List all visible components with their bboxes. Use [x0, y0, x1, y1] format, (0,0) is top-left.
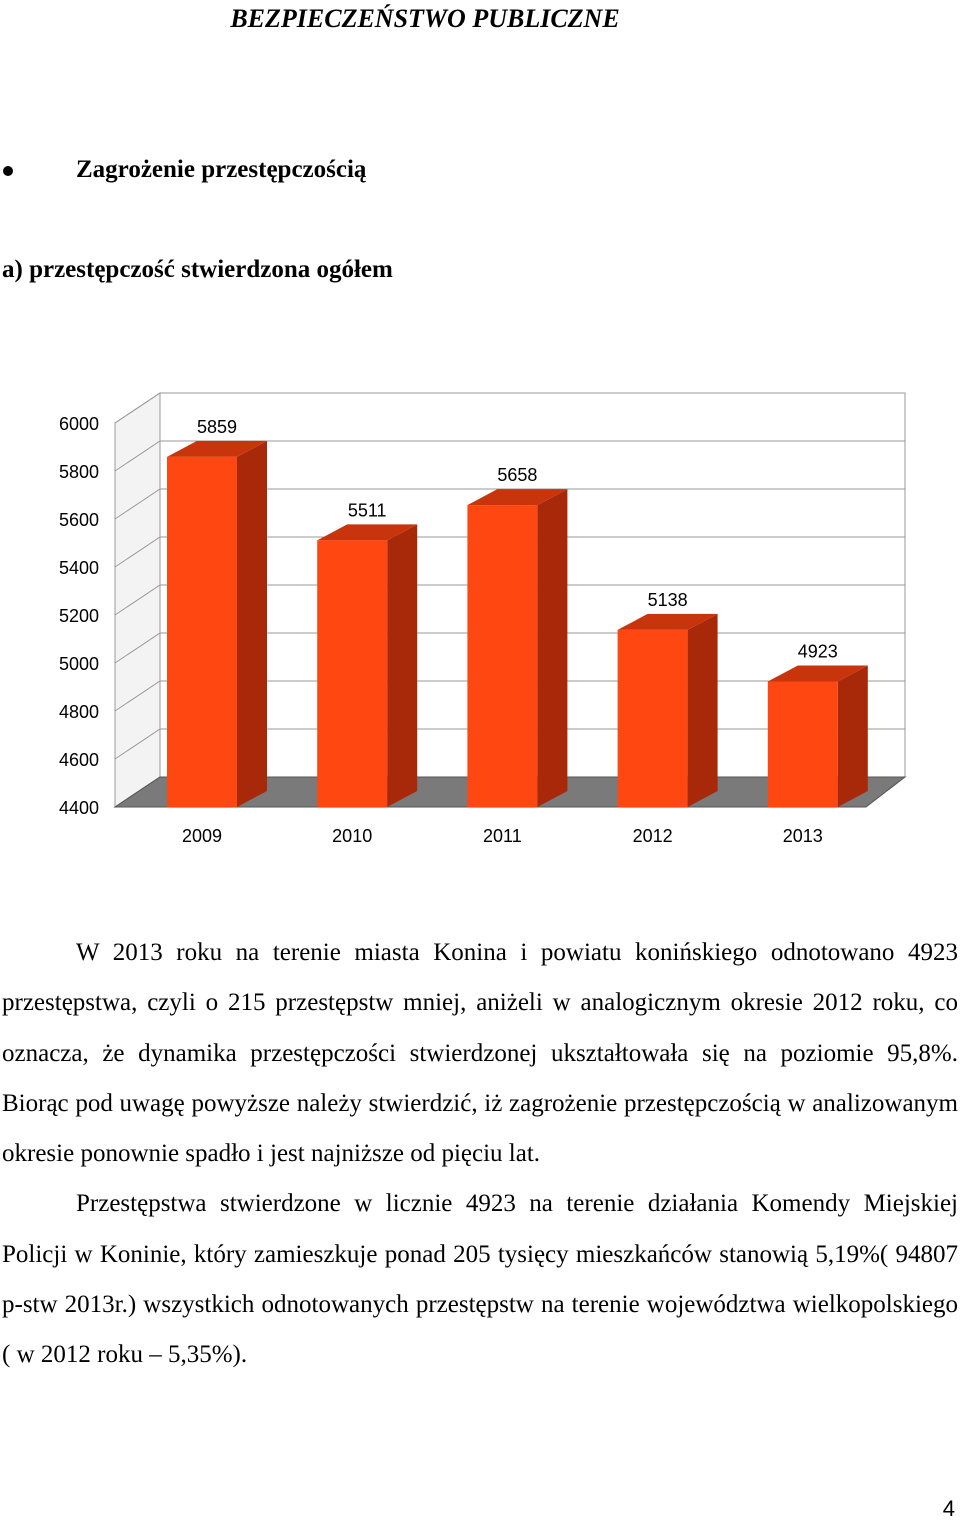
y-tick-label: 5400 — [58, 558, 99, 578]
page-number: 4 — [942, 1496, 955, 1521]
bar — [768, 665, 868, 807]
y-tick-label: 6000 — [58, 414, 99, 434]
x-tick-label: 2013 — [782, 826, 823, 846]
y-tick-label: 5600 — [58, 510, 99, 530]
section-title: Zagrożenie przestępczością — [76, 156, 367, 183]
y-tick-label: 4400 — [58, 798, 99, 818]
subsection-title: a) przestępczość stwierdzona ogółem — [2, 256, 393, 283]
y-tick-label: 4600 — [58, 750, 99, 770]
data-label: 5658 — [497, 465, 538, 486]
x-tick-label: 2011 — [483, 826, 522, 846]
data-label: 4923 — [797, 641, 838, 662]
y-tick-label: 5800 — [58, 462, 99, 482]
bar — [618, 614, 718, 807]
bar — [317, 524, 417, 807]
y-tick-label: 5000 — [58, 654, 99, 674]
bar — [167, 441, 267, 807]
y-tick-label: 5200 — [58, 606, 99, 626]
bar — [467, 489, 567, 807]
page-header: BEZPIECZEŃSTWO PUBLICZNE — [230, 4, 620, 33]
data-label: 5511 — [347, 500, 387, 521]
section-heading — [0, 152, 960, 192]
paragraph-1: W 2013 roku na terenie miasta Konina i powiatu konińskiego odnotowano 4923 przestępstwa, czyli o 215 przestępstw mniej, aniżeli w analogicznym okresie 2012 roku, co oznacza, że dynamika przestępczości stwierdzonej ukształtowała się na poziomie 95,8%. Biorąc pod uwagę powyższe należy stwierdzić, iż zagrożenie przestępczością w analizowanym okresie ponownie spadło i jest najniższe od pięciu lat. — [2, 939, 958, 1168]
crime-bar-chart — [0, 380, 960, 870]
data-label: 5859 — [196, 416, 238, 437]
y-tick-label: 4800 — [58, 702, 99, 722]
bullet-icon — [3, 166, 13, 176]
x-tick-label: 2009 — [181, 826, 223, 846]
paragraph-2: Przestępstwa stwierdzone w licznie 4923 na terenie działania Komendy Miejskiej Policji w Koninie, który zamieszkuje ponad 205 tysięcy mieszkańców stanowią 5,19%( 94807 p-stw 2013r.) wszystkich odnotowanych przestępstw na terenie województwa wielkopolskiego ( w 2012 roku – 5,35%). — [2, 1190, 958, 1369]
x-tick-label: 2012 — [632, 826, 673, 846]
body-text — [2, 928, 958, 1381]
data-label: 5138 — [647, 589, 688, 610]
x-tick-label: 2010 — [332, 826, 373, 846]
